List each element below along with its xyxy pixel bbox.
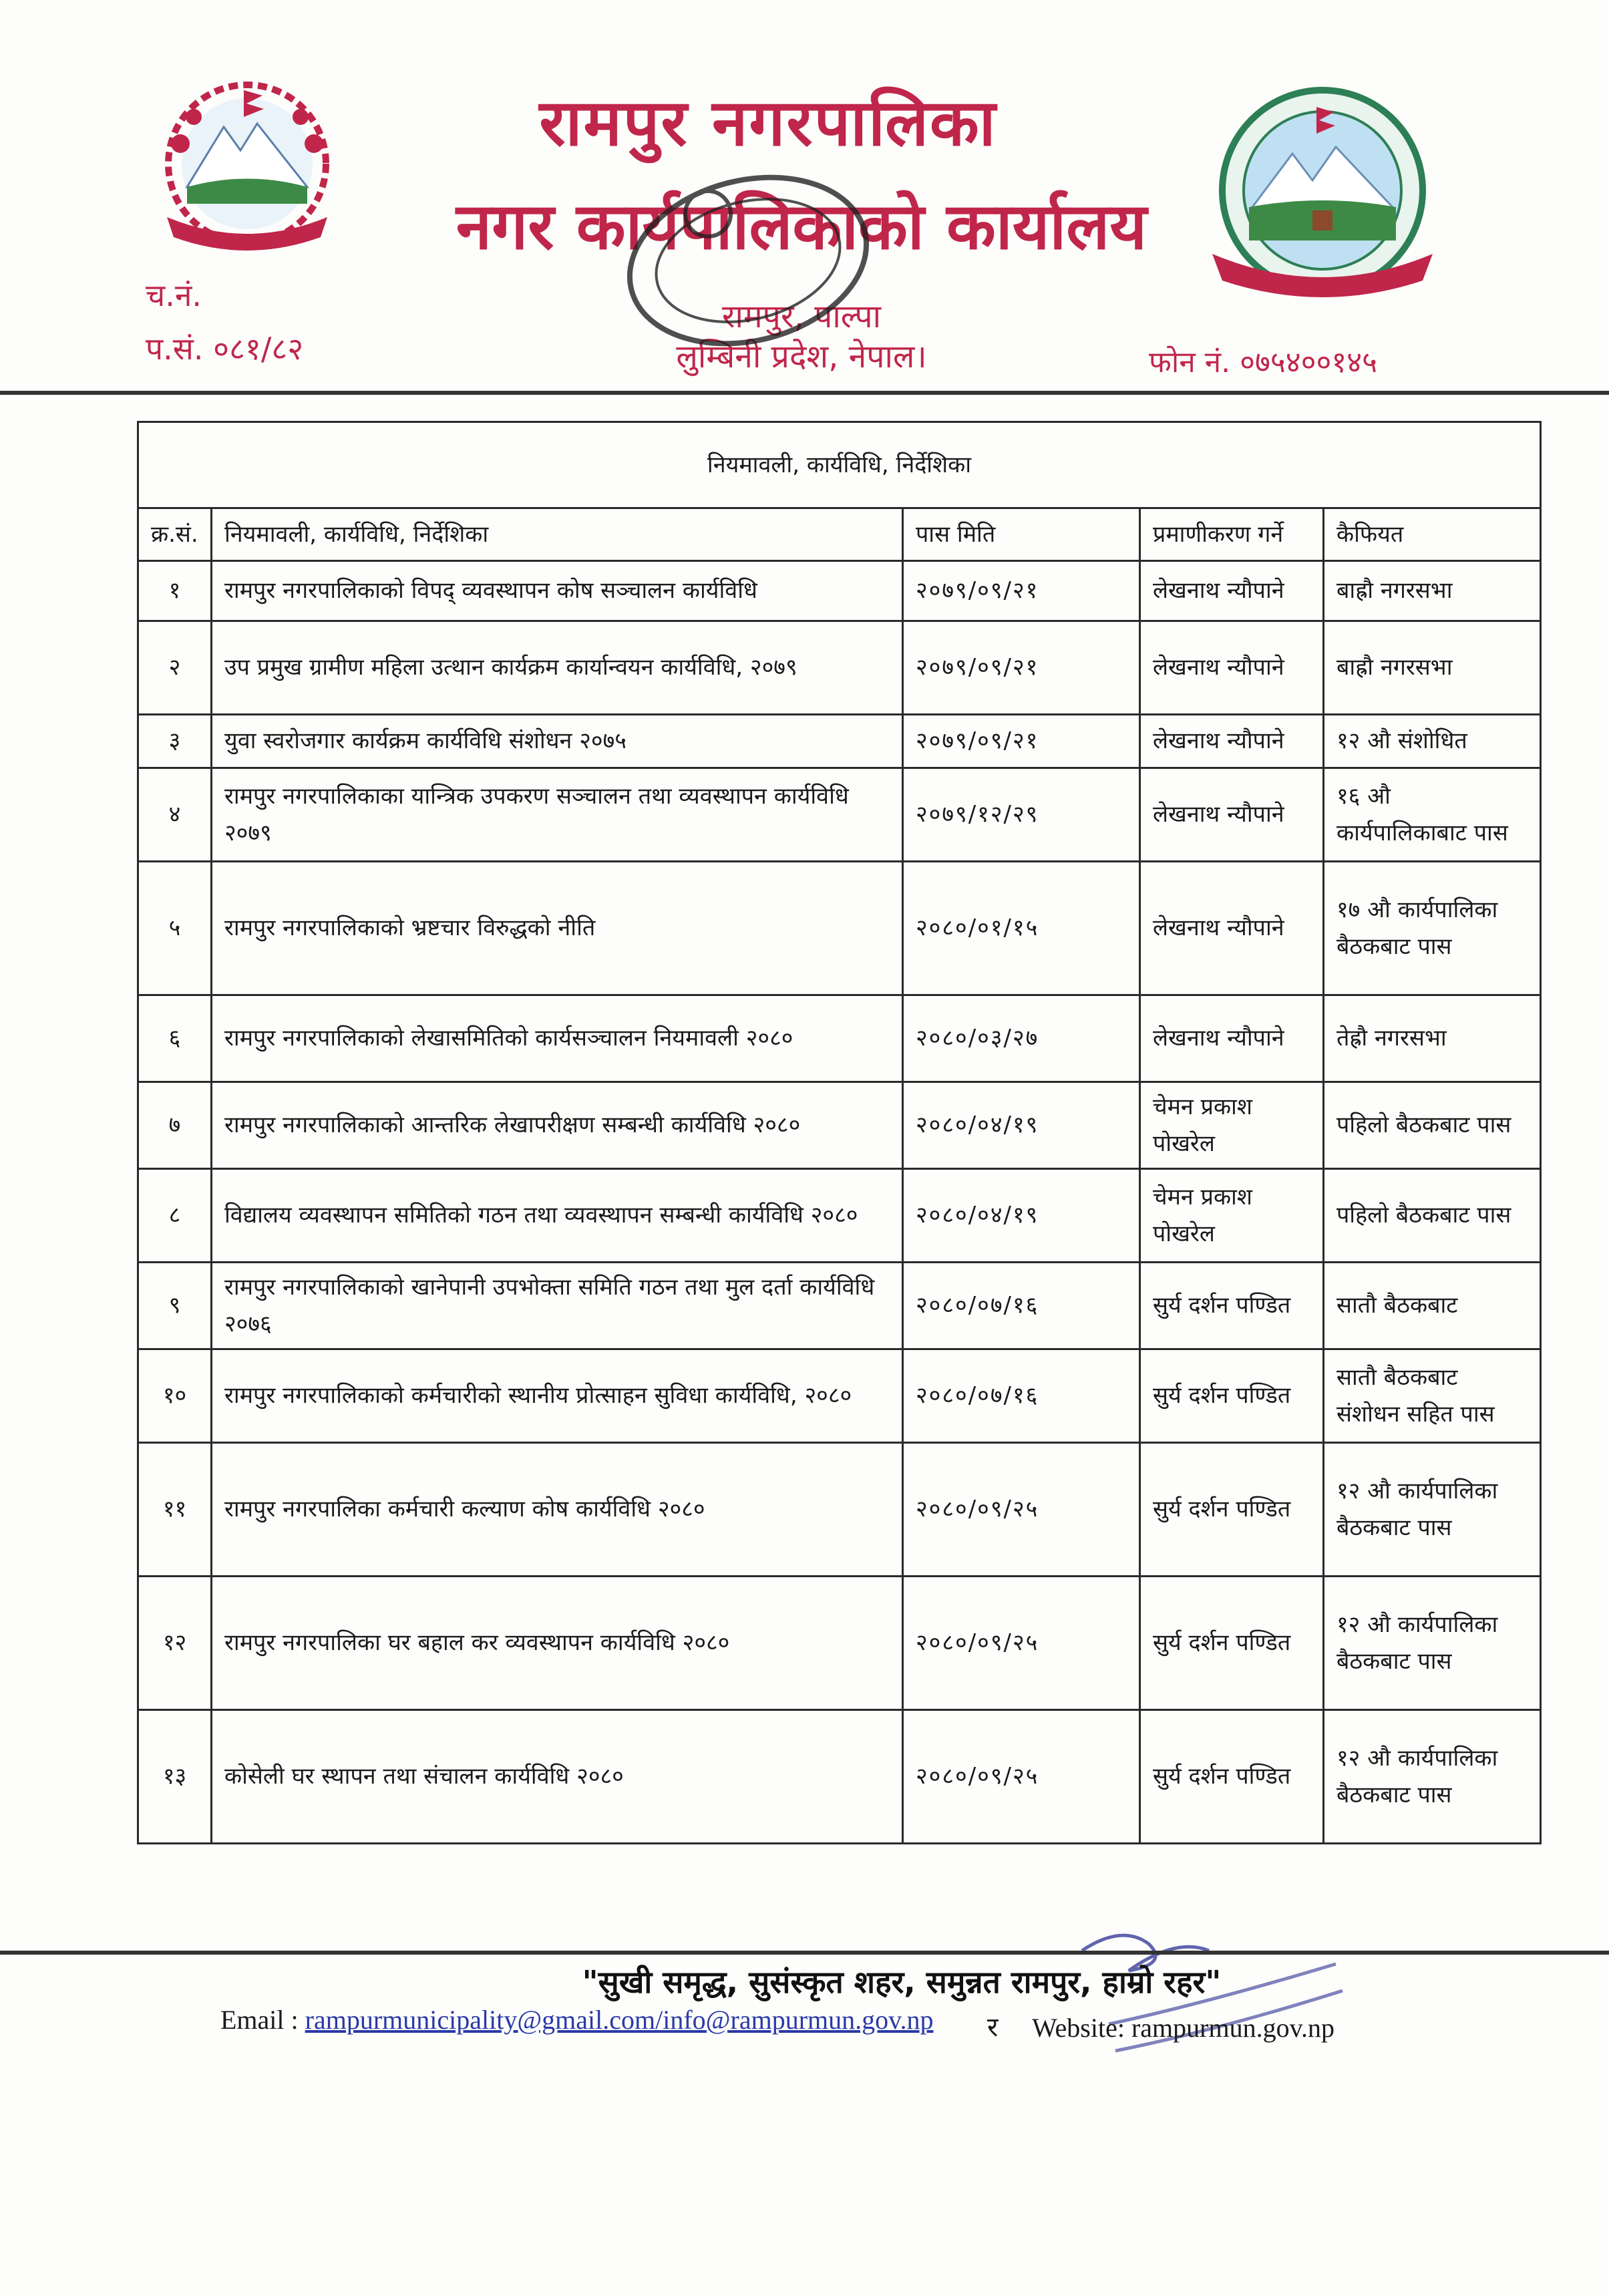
cell-passed-date: २०८०/०७/१६ [903,1263,1140,1349]
cell-serial: ७ [138,1082,212,1169]
cell-certifier: लेखनाथ न्यौपाने [1140,995,1324,1082]
cell-certifier: लेखनाथ न्यौपाने [1140,862,1324,995]
cell-remarks: १२ औ कार्यपालिका बैठकबाट पास [1324,1443,1541,1577]
cell-title: कोसेली घर स्थापन तथा संचालन कार्यविधि २०८० [212,1710,903,1844]
cell-remarks: पहिलो बैठकबाट पास [1324,1169,1541,1263]
cell-title: रामपुर नगरपालिकाको कर्मचारीको स्थानीय प्रोत्साहन सुविधा कार्यविधि, २०८० [212,1349,903,1443]
column-header-passed-date: पास मिति [903,508,1140,561]
cell-serial: ३ [138,715,212,768]
cell-serial: ६ [138,995,212,1082]
cell-serial: ८ [138,1169,212,1263]
column-header-remarks: कैफियत [1324,508,1541,561]
fiscal-year-label: प.सं. ०८१/८२ [146,331,304,367]
cell-remarks: सातौ बैठकबाट [1324,1263,1541,1349]
table-row [138,1443,1541,1577]
cell-passed-date: २०८०/०९/२५ [903,1577,1140,1710]
cell-title: उप प्रमुख ग्रामीण महिला उत्थान कार्यक्रम कार्यान्वयन कार्यविधि, २०७९ [212,621,903,715]
cell-passed-date: २०७९/१२/२९ [903,768,1140,862]
email-link[interactable]: rampurmunicipality@gmail.com/info@rampurmun.gov.np [305,2005,934,2035]
cell-certifier: लेखनाथ न्यौपाने [1140,621,1324,715]
cell-certifier: सुर्य दर्शन पण्डित [1140,1443,1324,1577]
table-header-row [138,508,1541,561]
cell-serial: १३ [138,1710,212,1844]
cell-certifier: लेखनाथ न्यौपाने [1140,715,1324,768]
cell-title: रामपुर नगरपालिकाको विपद् व्यवस्थापन कोष सञ्चालन कार्यविधि [212,561,903,621]
table-row [138,1169,1541,1263]
cell-serial: १ [138,561,212,621]
contact-separator: र [987,2012,999,2043]
cell-passed-date: २०८०/०१/१५ [903,862,1140,995]
table-row [138,561,1541,621]
cell-title: रामपुर नगरपालिका घर बहाल कर व्यवस्थापन कार्यविधि २०८० [212,1577,903,1710]
table-row [138,1263,1541,1349]
cell-title: रामपुर नगरपालिकाका यान्त्रिक उपकरण सञ्चालन तथा व्यवस्थापन कार्यविधि २०७९ [212,768,903,862]
table-caption-row [138,422,1541,508]
cell-passed-date: २०८०/०९/२५ [903,1710,1140,1844]
cell-certifier: सुर्य दर्शन पण्डित [1140,1577,1324,1710]
cell-title: रामपुर नगरपालिकाको आन्तरिक लेखापरीक्षण सम्बन्धी कार्यविधि २०८० [212,1082,903,1169]
cell-passed-date: २०७९/०९/२१ [903,621,1140,715]
cell-serial: २ [138,621,212,715]
cell-remarks: १६ औ कार्यपालिकाबाट पास [1324,768,1541,862]
cell-remarks: १२ औ कार्यपालिका बैठकबाट पास [1324,1577,1541,1710]
cell-passed-date: २०८०/०४/१९ [903,1082,1140,1169]
cell-passed-date: २०८०/०९/२५ [903,1443,1140,1577]
table-row [138,1577,1541,1710]
website-label: Website: [1032,2013,1131,2043]
office-address-line2: लुम्बिनी प्रदेश, नेपाल। [676,338,927,375]
table-row [138,862,1541,995]
cell-certifier: लेखनाथ न्यौपाने [1140,561,1324,621]
cell-title: रामपुर नगरपालिकाको खानेपानी उपभोक्ता समिति गठन तथा मुल दर्ता कार्यविधि २०७६ [212,1263,903,1349]
nepal-government-emblem-icon [140,70,354,264]
table-row [138,621,1541,715]
cell-certifier: सुर्य दर्शन पण्डित [1140,1710,1324,1844]
website-link[interactable]: rampurmun.gov.np [1131,2013,1334,2043]
cell-remarks: पहिलो बैठकबाट पास [1324,1082,1541,1169]
office-stamp-icon [588,160,908,361]
cell-serial: ५ [138,862,212,995]
rampur-municipality-logo-icon [1199,80,1446,307]
column-header-certifier: प्रमाणीकरण गर्ने [1140,508,1324,561]
table-row [138,1349,1541,1443]
cell-certifier: चेमन प्रकाश पोखरेल [1140,1169,1324,1263]
cell-title: रामपुर नगरपालिका कर्मचारी कल्याण कोष कार्यविधि २०८० [212,1443,903,1577]
cell-certifier: चेमन प्रकाश पोखरेल [1140,1082,1324,1169]
cell-serial: १० [138,1349,212,1443]
table-row [138,995,1541,1082]
footer-divider [0,1951,1609,1955]
cell-passed-date: २०७९/०९/२१ [903,715,1140,768]
phone-number: फोन नं. ०७५४००१४५ [1149,345,1378,379]
cell-passed-date: २०८०/०३/२७ [903,995,1140,1082]
cell-certifier: सुर्य दर्शन पण्डित [1140,1349,1324,1443]
website-line [1032,2012,1334,2043]
cell-remarks: बाह्रौ नगरसभा [1324,561,1541,621]
municipality-slogan: "सुखी समृद्ध, सुसंस्कृत शहर, समुन्नत रामपुर, हाम्रो रहर" [582,1964,1222,2000]
cell-remarks: १२ औ कार्यपालिका बैठकबाट पास [1324,1710,1541,1844]
cell-remarks: १२ औ संशोधित [1324,715,1541,768]
table-row [138,1082,1541,1169]
cell-remarks: तेह्रौ नगरसभा [1324,995,1541,1082]
cell-passed-date: २०८०/०४/१९ [903,1169,1140,1263]
cell-remarks: बाह्रौ नगरसभा [1324,621,1541,715]
cell-serial: १२ [138,1577,212,1710]
cell-serial: ११ [138,1443,212,1577]
table-row [138,1710,1541,1844]
table-caption: नियमावली, कार्यविधि, निर्देशिका [138,422,1541,508]
cell-title: विद्यालय व्यवस्थापन समितिको गठन तथा व्यवस्थापन सम्बन्धी कार्यविधि २०८० [212,1169,903,1263]
table-row [138,715,1541,768]
cell-remarks: सातौ बैठकबाट संशोधन सहित पास [1324,1349,1541,1443]
municipality-name: रामपुर नगरपालिका [539,86,997,160]
column-header-title: नियमावली, कार्यविधि, निर्देशिका [212,508,903,561]
header-divider [0,391,1609,395]
cell-title: रामपुर नगरपालिकाको भ्रष्टचार विरुद्धको नीति [212,862,903,995]
email-line [220,2004,934,2035]
letter-number-label: च.नं. [146,277,202,313]
table-row [138,768,1541,862]
cell-certifier: सुर्य दर्शन पण्डित [1140,1263,1324,1349]
cell-passed-date: २०७९/०९/२१ [903,561,1140,621]
office-name: नगर कार्यपालिकाको कार्यालय [456,189,1147,264]
cell-certifier: लेखनाथ न्यौपाने [1140,768,1324,862]
email-label: Email : [220,2005,305,2035]
cell-title: रामपुर नगरपालिकाको लेखासमितिको कार्यसञ्चालन नियमावली २०८० [212,995,903,1082]
cell-serial: ४ [138,768,212,862]
office-address-line1: रामपुर, पाल्पा [721,298,882,335]
regulations-table [137,421,1540,1844]
cell-passed-date: २०८०/०७/१६ [903,1349,1140,1443]
column-header-serial: क्र.सं. [138,508,212,561]
cell-serial: ९ [138,1263,212,1349]
cell-remarks: १७ औ कार्यपालिका बैठकबाट पास [1324,862,1541,995]
cell-title: युवा स्वरोजगार कार्यक्रम कार्यविधि संशोधन २०७५ [212,715,903,768]
